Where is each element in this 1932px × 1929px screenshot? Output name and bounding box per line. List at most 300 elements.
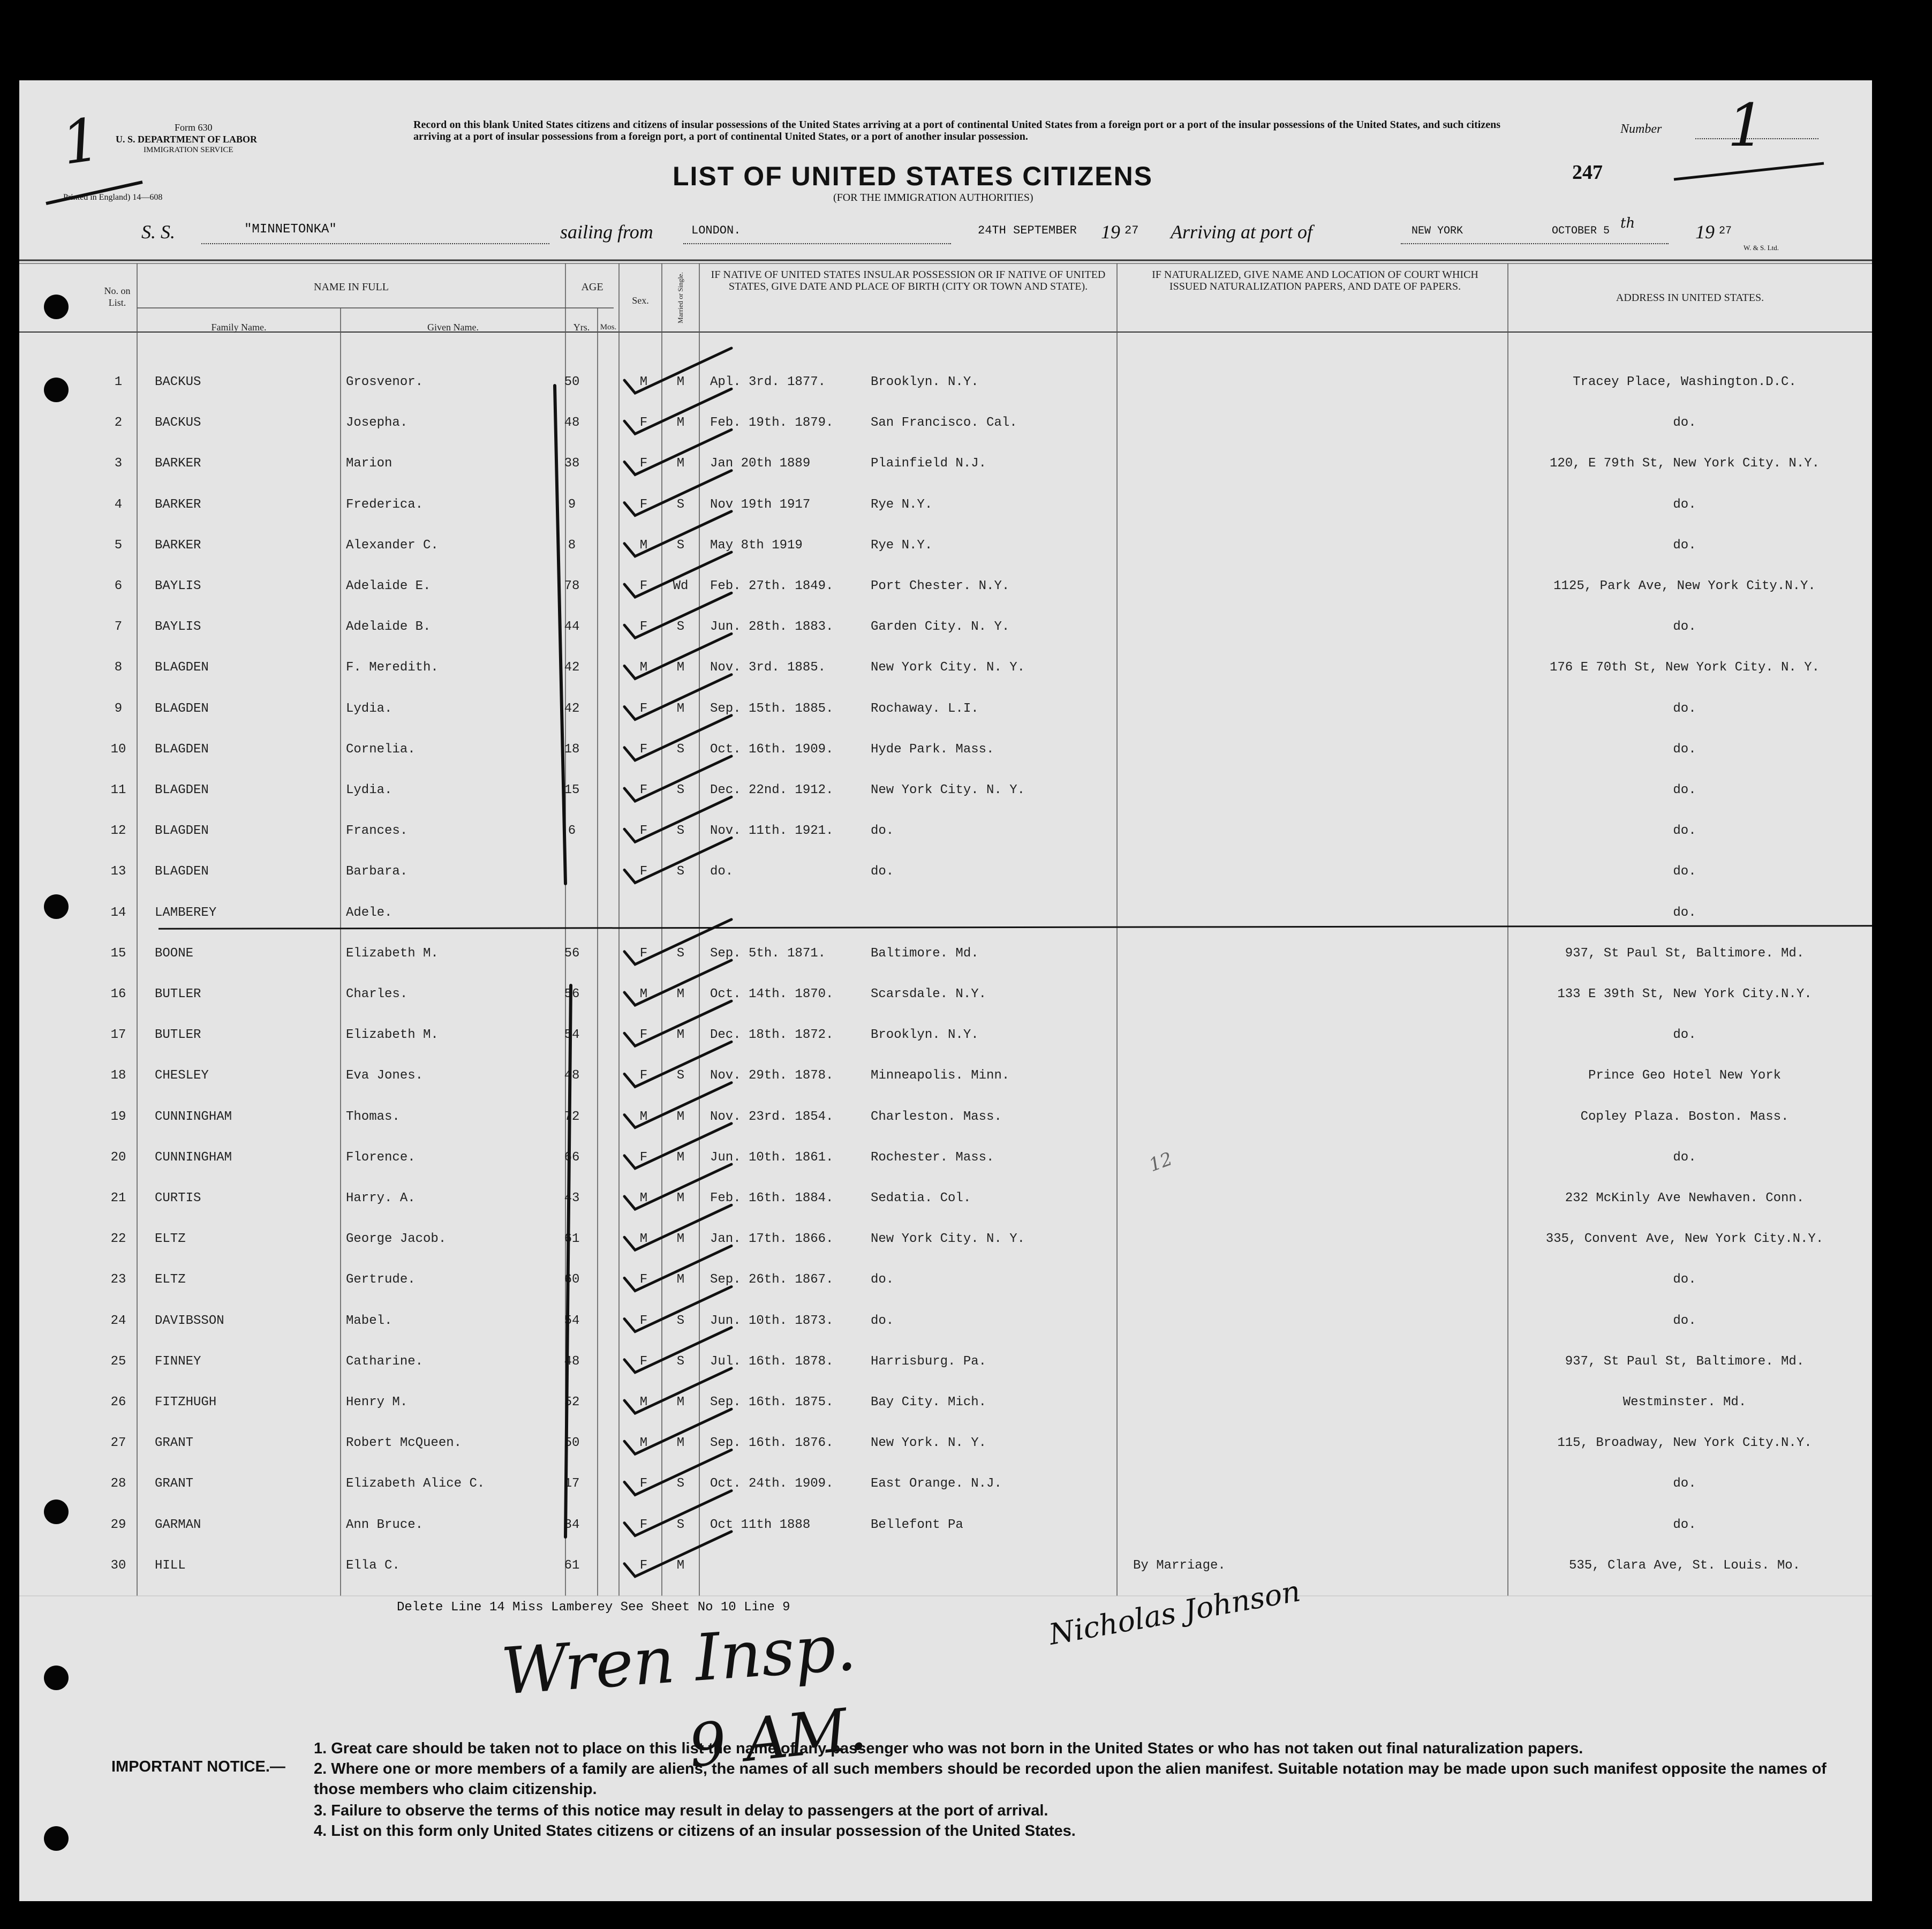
marital-status: S (676, 497, 685, 512)
sex: F (639, 783, 648, 797)
sex: M (639, 1395, 648, 1410)
marital-status: S (676, 824, 685, 839)
marital-status: S (676, 783, 685, 797)
check-mark (624, 715, 731, 760)
col-header-married: Married or Single. (676, 272, 684, 323)
row-number: 14 (110, 905, 126, 920)
row-number: 15 (110, 946, 126, 961)
form-number: Form 630 (175, 122, 213, 133)
sex: F (639, 620, 648, 635)
sex: M (639, 1191, 648, 1205)
marital-status: M (676, 375, 685, 389)
marital-status: M (676, 987, 685, 1001)
check-mark (624, 1164, 731, 1209)
given-name: Lydia. (346, 783, 393, 797)
row-number: 24 (110, 1313, 126, 1328)
from-port: LONDON. (691, 224, 741, 237)
birth-place: Rye N.Y. (871, 538, 933, 553)
col-header-address: ADDRESS IN UNITED STATES. (1616, 292, 1764, 304)
address: 115, Broadway, New York City.N.Y. (1557, 1436, 1812, 1451)
birth-date: Dec. 22nd. 1912. (710, 783, 834, 797)
right-signature: Nicholas Johnson (1046, 1574, 1303, 1652)
birth-date: Sep. 16th. 1875. (710, 1395, 834, 1410)
col-header-age: AGE (581, 281, 603, 293)
marital-status: M (676, 1395, 685, 1410)
family-name: BAYLIS (155, 620, 201, 635)
family-name: BACKUS (155, 375, 201, 389)
sex: M (639, 1109, 648, 1124)
marital-status: M (676, 1191, 685, 1205)
sex: F (639, 1272, 648, 1287)
family-name: HILL (155, 1558, 186, 1573)
pencil-mark: 12 (1146, 1148, 1175, 1177)
sex: M (639, 1232, 648, 1247)
address: 937, St Paul St, Baltimore. Md. (1565, 1354, 1805, 1369)
family-name: BUTLER (155, 987, 201, 1001)
birth-place: do. (871, 1313, 894, 1328)
check-mark (624, 429, 731, 474)
age-years: 56 (564, 987, 580, 1001)
birth-place: Plainfield N.J. (871, 456, 987, 471)
sex: F (639, 456, 648, 471)
age-years: 56 (564, 946, 580, 961)
marital-status: M (676, 660, 685, 675)
notice-item-3: 3. Failure to observe the terms of this notice may result in delay to passengers at the port of arrival. (314, 1802, 1048, 1819)
check-mark (624, 348, 731, 393)
notice-label: IMPORTANT NOTICE.— (111, 1758, 285, 1775)
check-mark (624, 593, 731, 638)
given-name: George Jacob. (346, 1232, 447, 1247)
birth-place: Baltimore. Md. (871, 946, 979, 961)
address: 232 McKinly Ave Newhaven. Conn. (1565, 1191, 1805, 1205)
birth-date: Jul. 16th. 1878. (710, 1354, 834, 1369)
check-mark (624, 389, 731, 434)
address: do. (1673, 416, 1696, 431)
marital-status: S (676, 1476, 685, 1491)
sex: F (639, 1354, 648, 1369)
family-name: DAVIBSSON (155, 1313, 224, 1328)
marital-status: S (676, 1313, 685, 1328)
check-mark (624, 920, 731, 964)
birth-date: Jan. 17th. 1866. (710, 1232, 834, 1247)
check-mark (624, 1368, 731, 1413)
address: do. (1673, 620, 1696, 635)
family-name: LAMBEREY (155, 905, 217, 920)
age-years: 38 (564, 456, 580, 471)
address: do. (1673, 538, 1696, 553)
birth-place: Scarsdale. N.Y. (871, 987, 987, 1001)
sailing-label: sailing from (560, 221, 653, 243)
age-years: 78 (564, 579, 580, 593)
birth-date: Feb. 19th. 1879. (710, 416, 834, 431)
number-value: 1 (1727, 91, 1765, 160)
col-header-given: Given Name. (427, 322, 479, 333)
sex: F (639, 1068, 648, 1083)
check-mark (624, 1042, 731, 1087)
address: do. (1673, 1150, 1696, 1165)
address: Copley Plaza. Boston. Mass. (1580, 1109, 1789, 1124)
service-label: IMMIGRATION SERVICE (144, 146, 233, 154)
family-name: ELTZ (155, 1272, 186, 1287)
family-name: CUNNINGHAM (155, 1150, 232, 1165)
footer-note: Delete Line 14 Miss Lamberey See Sheet No 10 Line 9 (397, 1600, 790, 1615)
marital-status: Wd (673, 579, 689, 593)
given-name: Ann Bruce. (346, 1517, 424, 1532)
sex: F (639, 1028, 648, 1043)
check-mark (624, 511, 731, 556)
row-number: 28 (110, 1476, 126, 1491)
birth-place: do. (871, 864, 894, 879)
given-name: Adelaide E. (346, 579, 431, 593)
birth-date: May 8th 1919 (710, 538, 803, 553)
row-number: 8 (114, 660, 123, 675)
naturalization: By Marriage. (1133, 1558, 1226, 1573)
arrival-day-suffix: th (1620, 215, 1635, 231)
year-prefix: 19 (1101, 221, 1120, 243)
birth-place: do. (871, 1272, 894, 1287)
birth-date: Jan 20th 1889 (710, 456, 811, 471)
departure-date: 24TH SEPTEMBER (978, 224, 1077, 237)
marital-status: M (676, 1232, 685, 1247)
check-mark (624, 1491, 731, 1536)
birth-place: Bay City. Mich. (871, 1395, 987, 1410)
address: do. (1673, 1313, 1696, 1328)
address: 120, E 79th St, New York City. N.Y. (1549, 456, 1820, 471)
birth-date: Nov. 3rd. 1885. (710, 660, 826, 675)
col-header-mos: Mos. (600, 323, 617, 331)
birth-date: Apl. 3rd. 1877. (710, 375, 826, 389)
arrival-year: 27 (1719, 225, 1732, 237)
birth-date: Jun. 28th. 1883. (710, 620, 834, 635)
sex: F (639, 946, 648, 961)
arrival-year-prefix: 19 (1695, 221, 1715, 243)
sex: F (639, 742, 648, 757)
address: do. (1673, 1028, 1696, 1043)
given-name: Thomas. (346, 1109, 400, 1124)
check-mark (624, 1246, 731, 1291)
birth-place: Brooklyn. N.Y. (871, 375, 979, 389)
given-name: Eva Jones. (346, 1068, 424, 1083)
col-header-no: No. on List. (104, 285, 131, 308)
family-name: BLAGDEN (155, 864, 209, 879)
family-name: CHESLEY (155, 1068, 209, 1083)
birth-place: Minneapolis. Minn. (871, 1068, 1010, 1083)
check-mark (624, 1205, 731, 1250)
row-number: 29 (110, 1517, 126, 1532)
age-years: 50 (564, 375, 580, 389)
sex: F (639, 864, 648, 879)
family-name: CURTIS (155, 1191, 201, 1205)
given-name: Elizabeth M. (346, 946, 439, 961)
birth-place: New York City. N. Y. (871, 1232, 1025, 1247)
address: do. (1673, 742, 1696, 757)
col-header-name: NAME IN FULL (314, 281, 389, 293)
inspector-signature: Wren Insp. (499, 1610, 859, 1709)
family-name: CUNNINGHAM (155, 1109, 232, 1124)
row-number: 19 (110, 1109, 126, 1124)
manifest-sheet (19, 80, 1872, 1901)
arriving-label: Arriving at port of (1171, 221, 1313, 243)
row-number: 11 (110, 783, 126, 797)
address: 1125, Park Ave, New York City.N.Y. (1553, 579, 1816, 593)
address: 937, St Paul St, Baltimore. Md. (1565, 946, 1805, 961)
age-years: 61 (564, 1232, 580, 1247)
birth-place: New York City. N. Y. (871, 783, 1025, 797)
birth-date: Sep. 5th. 1871. (710, 946, 826, 961)
age-years: 43 (564, 1191, 580, 1205)
birth-place: do. (871, 824, 894, 839)
birth-date: do. (710, 864, 734, 879)
address: do. (1673, 1517, 1696, 1532)
sex: M (639, 660, 648, 675)
address: do. (1673, 824, 1696, 839)
address: do. (1673, 701, 1696, 716)
age-years: 42 (564, 701, 580, 716)
row-number: 30 (110, 1558, 126, 1573)
row-number: 27 (110, 1436, 126, 1451)
family-name: BLAGDEN (155, 824, 209, 839)
family-name: BLAGDEN (155, 742, 209, 757)
given-name: Charles. (346, 987, 408, 1001)
marital-status: M (676, 701, 685, 716)
address: 335, Convent Ave, New York City.N.Y. (1545, 1232, 1824, 1247)
given-name: Harry. A. (346, 1191, 416, 1205)
age-years: 50 (564, 1436, 580, 1451)
row-number: 3 (114, 456, 123, 471)
birth-place: New York City. N. Y. (871, 660, 1025, 675)
sex: F (639, 1476, 648, 1491)
handwritten-check-marks (19, 80, 1872, 1740)
age-years: 60 (564, 1272, 580, 1287)
address: Prince Geo Hotel New York (1588, 1068, 1782, 1083)
departure-year: 27 (1125, 224, 1139, 237)
family-name: BARKER (155, 456, 201, 471)
birth-place: Rye N.Y. (871, 497, 933, 512)
sex: F (639, 1313, 648, 1328)
marital-status: S (676, 1354, 685, 1369)
marital-status: S (676, 946, 685, 961)
marital-status: M (676, 1028, 685, 1043)
marital-status: M (676, 1150, 685, 1165)
age-years: 15 (564, 783, 580, 797)
row-number: 10 (110, 742, 126, 757)
sex: M (639, 375, 648, 389)
col-header-family: Family Name. (211, 322, 267, 333)
age-years: 54 (564, 1313, 580, 1328)
given-name: Adele. (346, 905, 393, 920)
check-mark (624, 1409, 731, 1454)
given-name: Alexander C. (346, 538, 439, 553)
birth-date: Nov. 11th. 1921. (710, 824, 834, 839)
check-mark (624, 756, 731, 801)
address: 176 E 70th St, New York City. N. Y. (1549, 660, 1820, 675)
birth-date: Sep. 16th. 1876. (710, 1436, 834, 1451)
birth-date: Oct. 16th. 1909. (710, 742, 834, 757)
family-name: FITZHUGH (155, 1395, 217, 1410)
row-number: 4 (114, 497, 123, 512)
marital-status: M (676, 1272, 685, 1287)
age-years: 42 (564, 660, 580, 675)
page-number: 247 (1572, 161, 1603, 184)
given-name: Frederica. (346, 497, 424, 512)
sex: F (639, 497, 648, 512)
row-number: 13 (110, 864, 126, 879)
given-name: Cornelia. (346, 742, 416, 757)
age-years: 44 (564, 620, 580, 635)
family-name: BLAGDEN (155, 660, 209, 675)
sex: M (639, 538, 648, 553)
sex: F (639, 579, 648, 593)
birth-date: Oct 11th 1888 (710, 1517, 811, 1532)
arrival-port: NEW YORK (1412, 225, 1463, 237)
family-name: BLAGDEN (155, 783, 209, 797)
binder-hole (44, 1826, 69, 1851)
marital-status: S (676, 864, 685, 879)
family-name: ELTZ (155, 1232, 186, 1247)
number-label: Number (1620, 122, 1662, 136)
given-name: Adelaide B. (346, 620, 431, 635)
marital-status: S (676, 742, 685, 757)
birth-place: Rochester. Mass. (871, 1150, 994, 1165)
row-number: 17 (110, 1028, 126, 1043)
marital-status: S (676, 1517, 685, 1532)
check-mark (624, 471, 731, 516)
address: 133 E 39th St, New York City.N.Y. (1557, 987, 1812, 1001)
birth-place: New York. N. Y. (871, 1436, 987, 1451)
row-number: 21 (110, 1191, 126, 1205)
sex: F (639, 1150, 648, 1165)
check-mark (624, 1001, 731, 1046)
col-header-birth: IF NATIVE OF UNITED STATES INSULAR POSSESSION OR IF NATIVE OF UNITED STATES, GIVE DATE AND PLACE OF BIRTH (CITY OR TOWN AND STATE). (711, 269, 1106, 292)
check-mark (624, 1450, 731, 1495)
address: do. (1673, 497, 1696, 512)
given-name: Elizabeth Alice C. (346, 1476, 485, 1491)
department-label: U. S. DEPARTMENT OF LABOR (116, 134, 258, 145)
check-mark (624, 1083, 731, 1128)
age-years: 66 (564, 1150, 580, 1165)
notice-item-2: 2. Where one or more members of a family are aliens, the names of all such members should be recorded upon the alien manifest. Suitable notation may be made upon such manifest opposite the names of those members who claim citizenship. (314, 1760, 1827, 1798)
row-number: 9 (114, 701, 123, 716)
row-number: 25 (110, 1354, 126, 1369)
row-number: 26 (110, 1395, 126, 1410)
row-number: 12 (110, 824, 126, 839)
check-mark (624, 960, 731, 1005)
check-mark (624, 634, 731, 679)
given-name: Catharine. (346, 1354, 424, 1369)
address: do. (1673, 1272, 1696, 1287)
family-name: GRANT (155, 1476, 194, 1491)
check-mark (624, 675, 731, 720)
printed-note: Printed in England) 14—608 (63, 193, 163, 202)
row-number: 6 (114, 579, 123, 593)
family-name: BACKUS (155, 416, 201, 431)
printer-mark: W. & S. Ltd. (1744, 244, 1779, 252)
row-number: 20 (110, 1150, 126, 1165)
family-name: BARKER (155, 497, 201, 512)
given-name: Frances. (346, 824, 408, 839)
marital-status: S (676, 1068, 685, 1083)
row-number: 22 (110, 1232, 126, 1247)
ss-label: S. S. (141, 221, 175, 243)
birth-date: Nov. 29th. 1878. (710, 1068, 834, 1083)
row-number: 18 (110, 1068, 126, 1083)
given-name: Marion (346, 456, 393, 471)
birth-date: Jun. 10th. 1873. (710, 1313, 834, 1328)
row-number: 7 (114, 620, 123, 635)
birth-date: Sep. 26th. 1867. (710, 1272, 834, 1287)
birth-place: Hyde Park. Mass. (871, 742, 994, 757)
page-subtitle: (FOR THE IMMIGRATION AUTHORITIES) (833, 192, 1033, 204)
check-mark (624, 797, 731, 842)
arrival-time: 9 AM. (685, 1693, 870, 1781)
birth-date: Oct. 24th. 1909. (710, 1476, 834, 1491)
age-years: 34 (564, 1517, 580, 1532)
row-number: 1 (114, 375, 123, 389)
address: do. (1673, 905, 1696, 920)
age-years: 8 (568, 538, 576, 553)
notice-item-1: 1. Great care should be taken not to place on this list the name of any passenger who was not born in the United States or who has not taken out final naturalization papers. (314, 1740, 1583, 1757)
given-name: Mabel. (346, 1313, 393, 1328)
given-name: Barbara. (346, 864, 408, 879)
row-number: 16 (110, 987, 126, 1001)
birth-date: Feb. 16th. 1884. (710, 1191, 834, 1205)
age-years: 6 (568, 824, 576, 839)
sex: F (639, 701, 648, 716)
record-notice: Record on this blank United States citizens and citizens of insular possessions of the United States arriving at a port of continental United States from a foreign port or a port of the insular possessions of the United States, and such citizens arriving at a port of insular possessions from a foreign port, a port of continental United States, or a port of another insular possession. (413, 119, 1500, 142)
age-years: 61 (564, 1558, 580, 1573)
family-name: BUTLER (155, 1028, 201, 1043)
given-name: Josepha. (346, 416, 408, 431)
row-number: 2 (114, 416, 123, 431)
given-name: F. Meredith. (346, 660, 439, 675)
birth-place: Charleston. Mass. (871, 1109, 1002, 1124)
given-name: Lydia. (346, 701, 393, 716)
check-mark (624, 1532, 731, 1577)
family-name: BLAGDEN (155, 701, 209, 716)
birth-place: Harrisburg. Pa. (871, 1354, 987, 1369)
page-title: LIST OF UNITED STATES CITIZENS (673, 161, 1153, 191)
age-years: 17 (564, 1476, 580, 1491)
birth-date: Jun. 10th. 1861. (710, 1150, 834, 1165)
arrival-date: OCTOBER 5 (1552, 225, 1610, 237)
birth-place: Rochaway. L.I. (871, 701, 979, 716)
address: Tracey Place, Washington.D.C. (1573, 375, 1797, 389)
marital-status: M (676, 1436, 685, 1451)
age-years: 54 (564, 1028, 580, 1043)
age-years: 52 (564, 1395, 580, 1410)
given-name: Ella C. (346, 1558, 400, 1573)
birth-date: Nov 19th 1917 (710, 497, 811, 512)
check-mark (624, 552, 731, 597)
sex: F (639, 416, 648, 431)
sex: F (639, 1558, 648, 1573)
marital-status: M (676, 456, 685, 471)
age-years: 18 (564, 742, 580, 757)
address: do. (1673, 864, 1696, 879)
birth-place: Port Chester. N.Y. (871, 579, 1010, 593)
col-header-naturalized: IF NATURALIZED, GIVE NAME AND LOCATION OF COURT WHICH ISSUED NATURALIZATION PAPERS, AND DATE OF PAPERS. (1152, 269, 1478, 292)
family-name: GARMAN (155, 1517, 201, 1532)
given-name: Henry M. (346, 1395, 408, 1410)
col-header-sex: Sex. (632, 295, 649, 306)
given-name: Grosvenor. (346, 375, 424, 389)
address: Westminster. Md. (1622, 1395, 1747, 1410)
marital-status: M (676, 1558, 685, 1573)
given-name: Gertrude. (346, 1272, 416, 1287)
corner-mark: 1 (57, 104, 104, 178)
given-name: Florence. (346, 1150, 416, 1165)
birth-date: Dec. 18th. 1872. (710, 1028, 834, 1043)
